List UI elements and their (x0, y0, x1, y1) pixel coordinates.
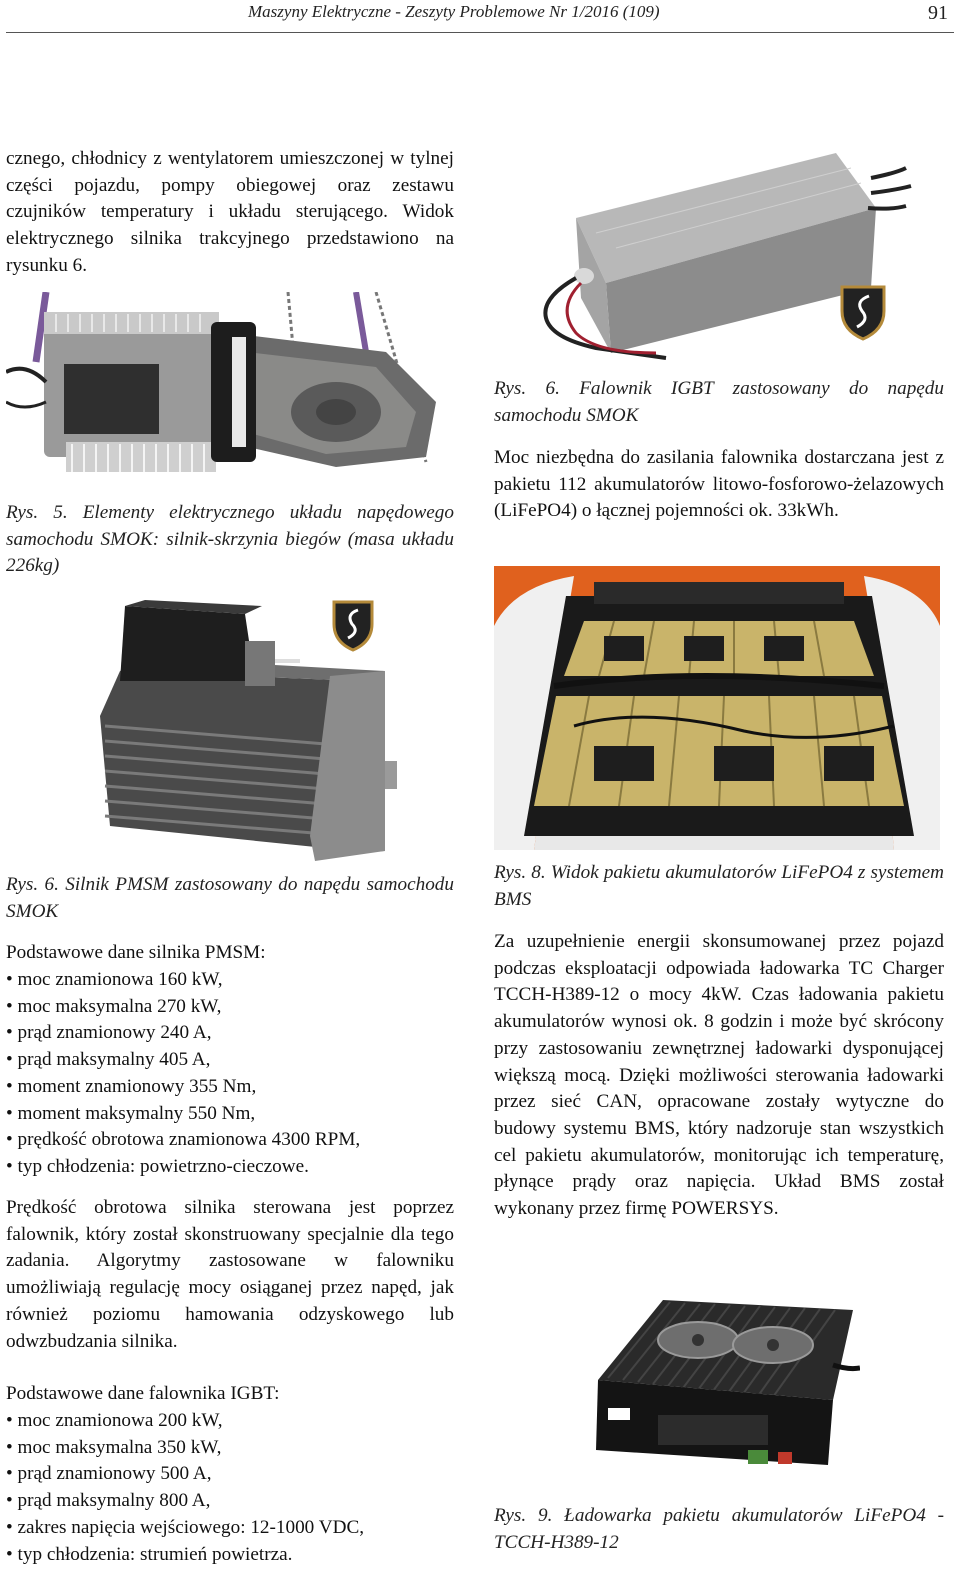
list-item: • typ chłodzenia: strumień powietrza. (6, 1542, 454, 1569)
list-item: • moc maksymalna 270 kW, (6, 994, 454, 1021)
list-item: • typ chłodzenia: powietrzno-cieczowe. (6, 1154, 454, 1181)
page-header (0, 0, 960, 28)
inverter-specs-heading: Podstawowe dane falownika IGBT: (6, 1383, 280, 1404)
list-item: • moment maksymalny 550 Nm, (6, 1101, 454, 1128)
inverter-specs-list (6, 1408, 454, 1568)
list-item: • prąd maksymalny 405 A, (6, 1047, 454, 1074)
list-item: • prąd znamionowy 500 A, (6, 1461, 454, 1488)
list-item: • prędkość obrotowa znamionowa 4300 RPM, (6, 1127, 454, 1154)
intro-paragraph: cznego, chłodnicy z wentylatorem umieszczonej w tylnej części pojazdu, pompy obiegowej oraz zestawu czujników temperatury i układu sterującego. Widok elektrycznego silnika trakcyjnego przedstawiono na rysunku 6. (6, 148, 454, 276)
list-item: • moc znamionowa 160 kW, (6, 967, 454, 994)
header-rule (6, 32, 954, 33)
list-item: • prąd znamionowy 240 A, (6, 1020, 454, 1047)
fig6b-caption: Rys. 6. Falownik IGBT zastosowany do napędu samochodu SMOK (494, 378, 944, 426)
fig9-caption: Rys. 9. Ładowarka pakietu akumulatorów LiFePO4 - TCCH-H389-12 (494, 1505, 944, 1553)
fig5-motor-gearbox-photo (6, 292, 450, 492)
fig8-caption: Rys. 8. Widok pakietu akumulatorów LiFePO4 z systemem BMS (494, 862, 944, 910)
journal-title: Maszyny Elektryczne - Zeszyty Problemowe Nr 1/2016 (109) (248, 2, 660, 21)
motor-specs-heading: Podstawowe dane silnika PMSM: (6, 942, 266, 963)
motor-specs-list (6, 967, 454, 1181)
fig6-caption: Rys. 6. Silnik PMSM zastosowany do napędu samochodu SMOK (6, 874, 454, 922)
list-item: • moment znamionowy 355 Nm, (6, 1074, 454, 1101)
speed-control-paragraph: Prędkość obrotowa silnika sterowana jest poprzez falownik, który został skonstruowany specjalnie dla tego zadania. Algorytmy zastosowane w falowniku umożliwiają regulację mocy osiąganej przez napęd, jak również poziomu hamowania odzyskowego lub odwzbudzania silnika. (6, 1197, 454, 1352)
charger-paragraph: Za uzupełnienie energii skonsumowanej przez pojazd podczas eksploatacji odpowiada ładowarka TC Charger TCCH-H389-12 o mocy 4kW. Czas ładowania pakietu akumulatorów wynosi ok. 8 godzin i może być skrócony przy zastosowaniu zewnętrznej ładowarki dysponującej większą mocą. Dzięki możliwości sterowania ładowarki przez sieć CAN, opracowane zostały wytyczne do budowy systemu BMS, który nadzoruje stan wszystkich cel pakietu akumulatorów, monitorując ich temperaturę, płynące prądy oraz napięcia. Układ BMS został wykonany przez firmę POWERSYS. (494, 931, 944, 1220)
fig5-caption: Rys. 5. Elementy elektrycznego układu napędowego samochodu SMOK: silnik-skrzynia biegów (masa układu 226kg) (6, 502, 454, 577)
smok-logo-icon (330, 598, 376, 652)
page-number: 91 (928, 2, 948, 24)
list-item: • zakres napięcia wejściowego: 12-1000 VDC, (6, 1515, 454, 1542)
list-item: • moc maksymalna 350 kW, (6, 1435, 454, 1462)
list-item: • moc znamionowa 200 kW, (6, 1408, 454, 1435)
list-item: • prąd maksymalny 800 A, (6, 1488, 454, 1515)
fig9-charger-photo (578, 1290, 860, 1490)
smok-logo-icon (838, 283, 888, 341)
fig8-battery-pack-photo (494, 566, 940, 850)
battery-paragraph: Moc niezbędna do zasilania falownika dostarczana jest z pakietu 112 akumulatorów litowo-fosforowo-żelazowych (LiFePO4) o łącznej pojemności ok. 33kWh. (494, 447, 944, 522)
